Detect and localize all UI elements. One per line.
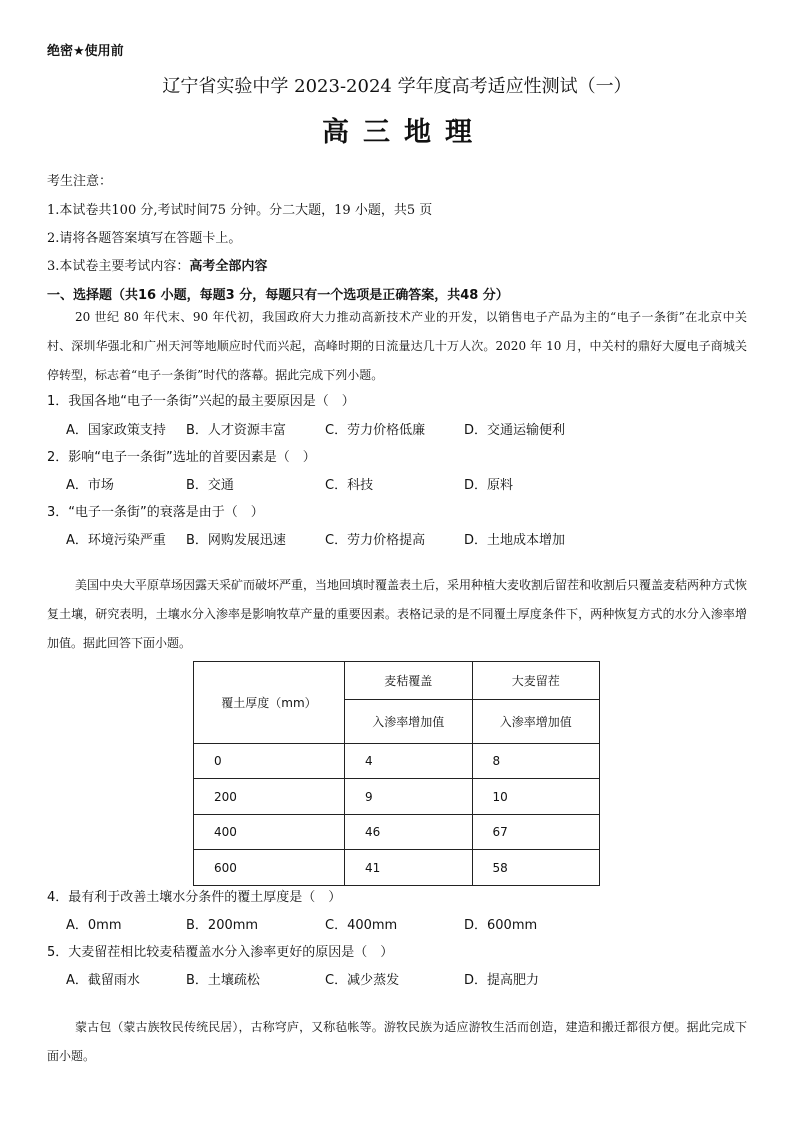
passage-3: 蒙古包（蒙古族牧民传统民居），古称穹庐，又称毡帐等。游牧民族为适应游牧生活而创造，建造和搬迁都很方便。据此完成下面小题。 [47,1020,747,1063]
question-3-option-a: A．环境污染严重 [66,533,166,548]
exam-title: 辽宁省实验中学 2023-2024 学年度高考适应性测试（一） [162,76,632,97]
question-5-option-d: D．提高肥力 [464,973,540,988]
question-5-option-a: A．截留雨水 [66,973,140,988]
passage-1: 20 世纪 80 年代末、90 年代初，我国政府大力推动高新技术产业的开发，以销售电子产品为主的“电子一条街”在北京中关村、深圳华强北和广州天河等地顺应时代而兴起，高峰时期的日流量达几十万人次。2020 年 10 月，中关村的鼎好大厦电子商城关停转型，标志着“电子一条街”时代的落幕。据此完成下列小题。 [47,310,747,382]
table-cell: 8 [472,744,600,779]
note-3 [47,255,267,274]
note-3-text: 3.本试卷主要考试内容： [47,259,190,274]
table-header-stubble: 大麦留茬 [472,662,600,700]
question-2-option-a: A．市场 [66,478,114,493]
table-subheader-straw: 入渗率增加值 [345,700,473,744]
note-2: 2.请将各题答案填写在答题卡上。 [47,231,242,246]
question-5-option-b: B．土壤疏松 [186,973,260,988]
table-cell: 46 [345,815,473,850]
question-5-stem: 5．大麦留茬相比较麦秸覆盖水分入渗率更好的原因是（ ） [47,945,394,960]
question-3-option-c: C．劳力价格提高 [325,533,426,548]
table-row [194,744,600,779]
table-cell: 400 [194,815,345,850]
table-cell: 41 [345,850,473,886]
table-row [194,815,600,850]
question-4-option-b: B．200mm [186,918,259,933]
subject-title: 高三地理 [322,117,486,148]
question-1-option-a: A．国家政策支持 [66,423,166,438]
table-row [194,779,600,815]
table-row [194,850,600,886]
table-cell: 58 [472,850,600,886]
question-3-option-b: B．网购发展迅速 [186,533,286,548]
table-cell: 200 [194,779,345,815]
table-header-straw: 麦秸覆盖 [345,662,473,700]
question-4-option-a: A．0mm [66,918,122,933]
note-3-content: 高考全部内容 [189,259,268,274]
question-3-stem: 3．“电子一条街”的衰落是由于（ ） [47,505,264,520]
question-1-option-c: C．劳力价格低廉 [325,423,426,438]
infiltration-table [193,661,600,886]
table-cell: 10 [472,779,600,815]
question-2-option-c: C．科技 [325,478,374,493]
question-3-option-d: D．土地成本增加 [464,533,566,548]
question-1-option-d: D．交通运输便利 [464,423,566,438]
question-1-option-b: B．人才资源丰富 [186,423,286,438]
table-header-row [194,662,600,700]
question-2-option-b: B．交通 [186,478,234,493]
question-4-option-d: D．600mm [464,918,538,933]
section-title: 一、选择题（共16 小题，每题3 分，每题只有一个选项是正确答案，共48 分） [47,288,509,303]
question-2-stem: 2．影响“电子一条街”选址的首要因素是（ ） [47,450,316,465]
notes-label: 考生注意： [47,174,113,189]
secret-mark: 绝密★使用前 [47,44,124,59]
question-4-option-c: C．400mm [325,918,398,933]
question-4-stem: 4．最有利于改善土壤水分条件的覆土厚度是（ ） [47,890,342,905]
question-1-stem: 1．我国各地“电子一条街”兴起的最主要原因是（ ） [47,394,355,409]
table-cell: 4 [345,744,473,779]
passage-2: 美国中央大平原草场因露天采矿而破坏严重，当地回填时覆盖表土后，采用种植大麦收割后留茬和收割后只覆盖麦秸两种方式恢复土壤，研究表明，土壤水分入渗率是影响牧草产量的重要因素。表格记录的是不同覆土厚度条件下，两种恢复方式的水分入渗率增加值。据此回答下面小题。 [47,578,748,650]
table-cell: 0 [194,744,345,779]
question-5-option-c: C．减少蒸发 [325,973,400,988]
table-cell: 67 [472,815,600,850]
table-header-thickness: 覆土厚度（mm） [194,662,345,744]
table-cell: 600 [194,850,345,886]
note-1: 1.本试卷共100 分,考试时间75 分钟。分二大题，19 小题，共5 页 [47,203,433,218]
table-subheader-stubble: 入渗率增加值 [472,700,600,744]
table-cell: 9 [345,779,473,815]
question-2-option-d: D．原料 [464,478,514,493]
